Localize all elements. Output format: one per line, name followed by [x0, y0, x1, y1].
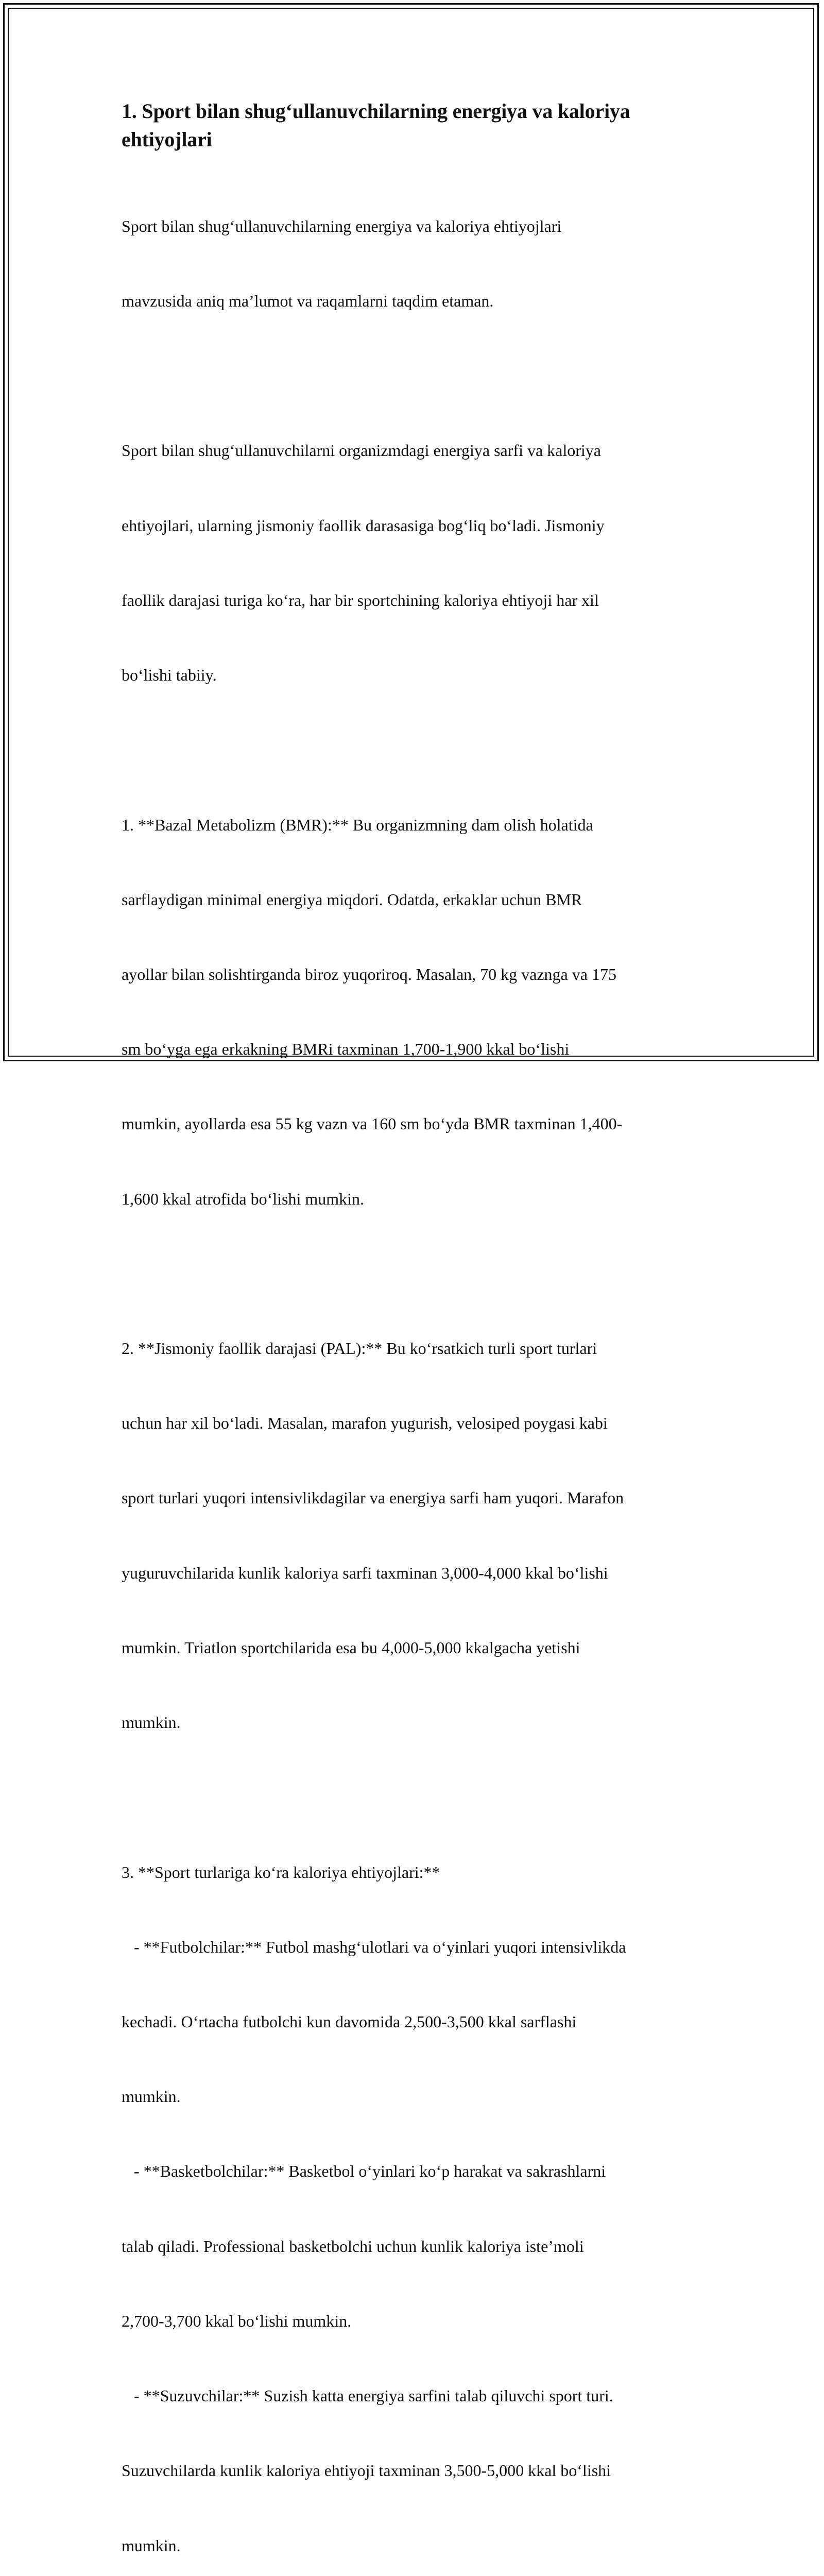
text-line: mumkin. [122, 2087, 181, 2106]
text-line: Sport bilan shug‘ullanuvchilarni organizmdagi energiya sarfi va kaloriya [122, 441, 601, 460]
text-line: faollik darajasi turiga ko‘ra, har bir sportchining kaloriya ehtiyoji har xil [122, 590, 599, 609]
text-line: 1,600 kkal atrofida bo‘lishi mumkin. [122, 1189, 365, 1208]
text-line: sport turlari yuqori intensivlikdagilar va energiya sarfi ham yuqori. Marafon [122, 1488, 624, 1507]
paragraph-sports-needs [122, 1810, 703, 2576]
text-line: ehtiyojlari, ularning jismoniy faollik darasasiga bog‘liq bo‘ladi. Jismoniy [122, 516, 605, 535]
document-body [122, 97, 703, 2576]
text-line: mumkin, ayollarda esa 55 kg vazn va 160 sm bo‘yda BMR taxminan 1,400- [122, 1114, 623, 1133]
text-line: 3. **Sport turlariga ko‘ra kaloriya ehtiyojlari:** [122, 1862, 440, 1882]
list-item: - **Basketbolchilar:** Basketbol o‘yinlari ko‘p harakat va sakrashlarni [122, 2162, 606, 2181]
text-line: bo‘lishi tabiiy. [122, 666, 217, 685]
paragraph-intro [122, 164, 703, 363]
paragraph-overview [122, 388, 703, 738]
list-item: - **Futbolchilar:** Futbol mashg‘ulotlari va o‘yinlari yuqori intensivlikda [122, 1937, 626, 1956]
text-line: sm bo‘yga ega erkakning BMRi taxminan 1,700-1,900 kkal bo‘lishi [122, 1040, 570, 1059]
text-line: uchun har xil bo‘ladi. Masalan, marafon yugurish, velosiped poygasi kabi [122, 1414, 608, 1433]
text-line: ayollar bilan solishtirganda biroz yuqoriroq. Masalan, 70 kg vaznga va 175 [122, 964, 616, 984]
text-line: mumkin. [122, 2536, 181, 2555]
text-line: 1. **Bazal Metabolizm (BMR):** Bu organizmning dam olish holatida [122, 815, 593, 834]
paragraph-pal [122, 1286, 703, 1785]
text-line: kechadi. O‘rtacha futbolchi kun davomida 2,500-3,500 kkal sarflashi [122, 2012, 577, 2031]
text-line: 2,700-3,700 kkal bo‘lishi mumkin. [122, 2311, 352, 2330]
paragraph-bmr [122, 762, 703, 1261]
page-title [122, 97, 703, 154]
text-line: mumkin. [122, 1713, 181, 1732]
text-line: yuguruvchilarida kunlik kaloriya sarfi taxminan 3,000-4,000 kkal bo‘lishi [122, 1563, 608, 1582]
text-line: sarflaydigan minimal energiya miqdori. Odatda, erkaklar uchun BMR [122, 890, 582, 909]
title-line: 1. Sport bilan shug‘ullanuvchilarning energiya va kaloriya [122, 99, 630, 123]
title-line: ehtiyojlari [122, 128, 212, 151]
text-line: mavzusida aniq ma’lumot va raqamlarni taqdim etaman. [122, 292, 494, 311]
list-item: - **Suzuvchilar:** Suzish katta energiya sarfini talab qiluvchi sport turi. [122, 2386, 613, 2405]
text-line: 2. **Jismoniy faollik darajasi (PAL):** Bu ko‘rsatkich turli sport turlari [122, 1339, 597, 1358]
text-line: mumkin. Triatlon sportchilarida esa bu 4,000-5,000 kkalgacha yetishi [122, 1638, 580, 1657]
text-line: talab qiladi. Professional basketbolchi uchun kunlik kaloriya iste’moli [122, 2236, 584, 2256]
text-line: Suzuvchilarda kunlik kaloriya ehtiyoji taxminan 3,500-5,000 kkal bo‘lishi [122, 2461, 611, 2480]
text-line: Sport bilan shug‘ullanuvchilarning energiya va kaloriya ehtiyojlari [122, 216, 562, 235]
